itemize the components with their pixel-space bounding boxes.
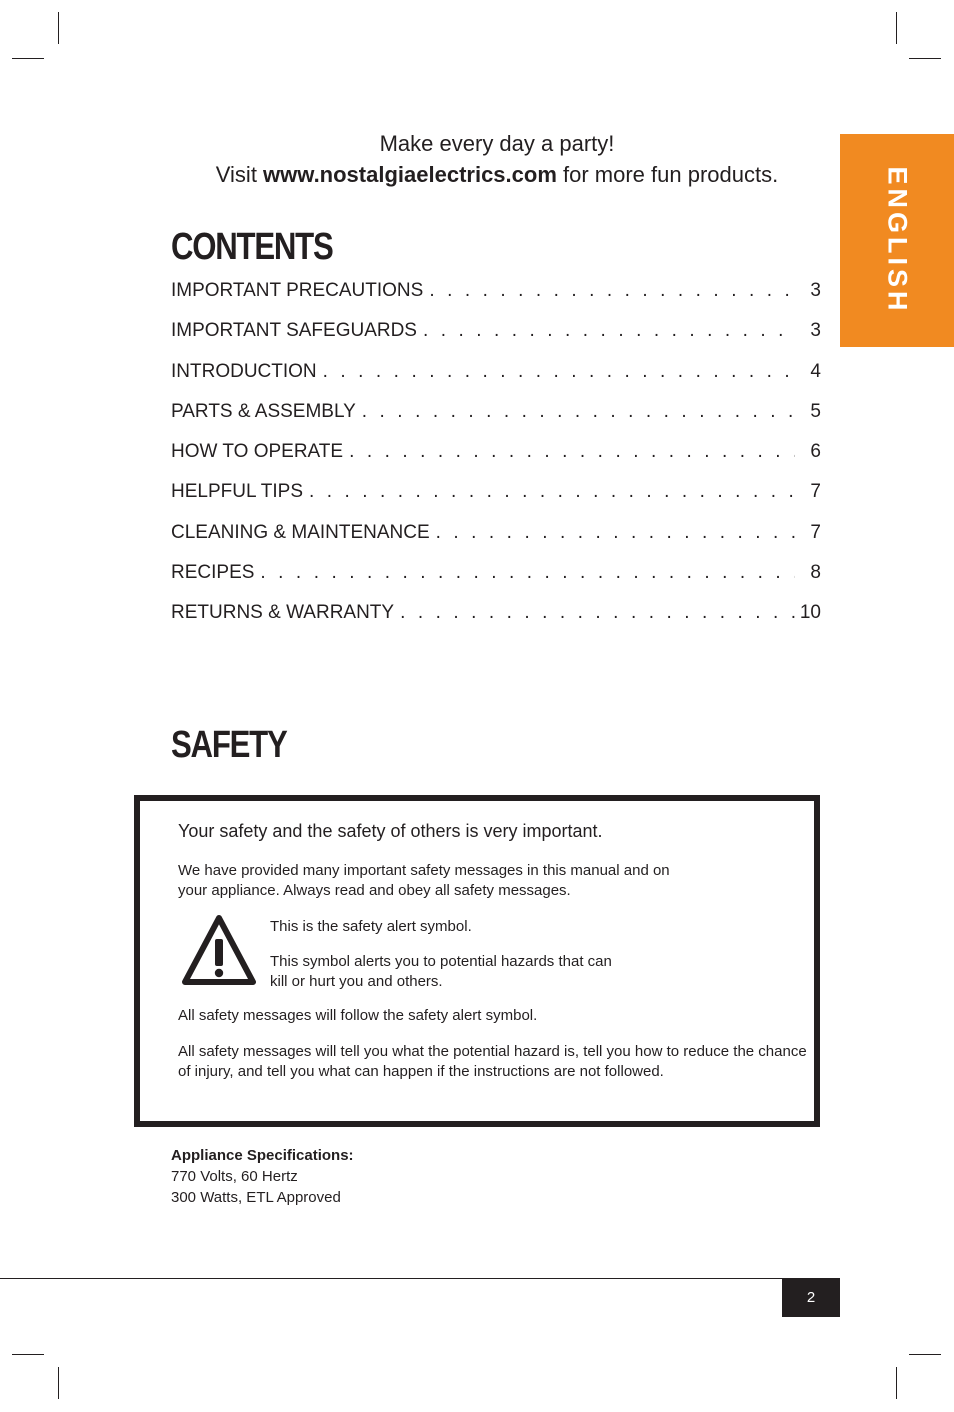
toc-entry-page: 8 bbox=[810, 562, 821, 584]
toc-entry[interactable] bbox=[171, 481, 821, 521]
specs-line: 770 Volts, 60 Hertz bbox=[171, 1168, 298, 1185]
toc-leader-dots bbox=[323, 361, 795, 383]
toc-leader-dots bbox=[260, 562, 795, 584]
specs-line: 300 Watts, ETL Approved bbox=[171, 1189, 341, 1206]
crop-mark bbox=[12, 1354, 44, 1355]
appliance-specifications bbox=[171, 1145, 354, 1208]
website-link[interactable]: www.nostalgiaelectrics.com bbox=[263, 162, 557, 187]
toc-entry[interactable] bbox=[171, 361, 821, 401]
toc-entry-page: 5 bbox=[810, 400, 821, 422]
toc-entry-page: 3 bbox=[810, 320, 821, 342]
tagline-suffix: for more fun products. bbox=[556, 162, 779, 187]
toc-leader-dots bbox=[423, 320, 795, 342]
toc-entry-page: 10 bbox=[799, 602, 821, 624]
crop-mark bbox=[909, 58, 941, 59]
alert-symbol-description bbox=[270, 917, 630, 992]
specs-title: Appliance Specifications: bbox=[171, 1147, 354, 1164]
tagline-line-1: Make every day a party! bbox=[379, 131, 615, 156]
toc-entry-title: RETURNS & WARRANTY bbox=[171, 602, 395, 624]
crop-mark bbox=[909, 1354, 941, 1355]
toc-entry-title: HELPFUL TIPS bbox=[171, 481, 303, 503]
toc-entry-page: 7 bbox=[810, 481, 821, 503]
toc-entry[interactable] bbox=[171, 441, 821, 481]
language-tab-label: ENGLISH bbox=[882, 166, 913, 315]
safety-notice-box bbox=[134, 795, 820, 1127]
tagline bbox=[140, 128, 854, 190]
toc-entry[interactable] bbox=[171, 522, 821, 562]
toc-entry-title: IMPORTANT SAFEGUARDS bbox=[171, 320, 417, 342]
toc-entry-title: RECIPES bbox=[171, 562, 255, 584]
safety-paragraph: We have provided many important safety messages in this manual and on your appliance. Always read and obey all safety messages. bbox=[178, 862, 670, 899]
contents-heading: CONTENTS bbox=[171, 226, 333, 268]
safety-lead: Your safety and the safety of others is very important. bbox=[178, 821, 603, 841]
toc-leader-dots bbox=[436, 522, 795, 544]
alert-text-line-1: This is the safety alert symbol. bbox=[270, 918, 472, 935]
toc-entry-page: 7 bbox=[810, 521, 821, 543]
toc-entry-page: 6 bbox=[810, 441, 821, 463]
toc-leader-dots bbox=[429, 280, 795, 302]
toc-leader-dots bbox=[309, 481, 795, 503]
page-number: 2 bbox=[806, 1289, 816, 1306]
toc-entry[interactable] bbox=[171, 562, 821, 602]
tagline-prefix: Visit bbox=[215, 162, 264, 187]
toc-entry-title: IMPORTANT PRECAUTIONS bbox=[171, 280, 424, 301]
alert-text-line-2: This symbol alerts you to potential hazards that can kill or hurt you and others. bbox=[270, 953, 612, 990]
safety-alert-icon bbox=[182, 914, 256, 986]
toc-entry[interactable] bbox=[171, 401, 821, 441]
crop-mark bbox=[12, 58, 44, 59]
toc-entry-title: CLEANING & MAINTENANCE bbox=[171, 521, 430, 543]
tagline-line-2 bbox=[140, 159, 854, 190]
toc-entry-title: PARTS & ASSEMBLY bbox=[171, 400, 356, 422]
footer-divider bbox=[0, 1278, 840, 1279]
safety-heading: SAFETY bbox=[171, 724, 287, 766]
toc-entry[interactable] bbox=[171, 320, 821, 360]
toc-entry-page: 4 bbox=[810, 360, 821, 382]
safety-paragraph: All safety messages will follow the safety alert symbol. bbox=[178, 1007, 538, 1024]
toc-leader-dots bbox=[400, 602, 795, 624]
toc-leader-dots bbox=[349, 441, 795, 463]
table-of-contents bbox=[171, 280, 821, 643]
toc-entry-title: HOW TO OPERATE bbox=[171, 441, 344, 463]
toc-entry[interactable] bbox=[171, 602, 821, 642]
page-number-badge bbox=[782, 1278, 840, 1317]
crop-mark bbox=[58, 1367, 59, 1399]
toc-entry[interactable] bbox=[171, 280, 821, 320]
crop-mark bbox=[896, 12, 897, 44]
crop-mark bbox=[58, 12, 59, 44]
language-tab bbox=[840, 134, 954, 347]
toc-leader-dots bbox=[362, 401, 795, 423]
safety-paragraph: All safety messages will tell you what the potential hazard is, tell you how to reduce the chance of injury, and tell you what can happen if the instructions are not followed. bbox=[178, 1043, 807, 1080]
toc-entry-page: 3 bbox=[810, 280, 821, 301]
crop-mark bbox=[896, 1367, 897, 1399]
toc-entry-title: INTRODUCTION bbox=[171, 360, 317, 382]
